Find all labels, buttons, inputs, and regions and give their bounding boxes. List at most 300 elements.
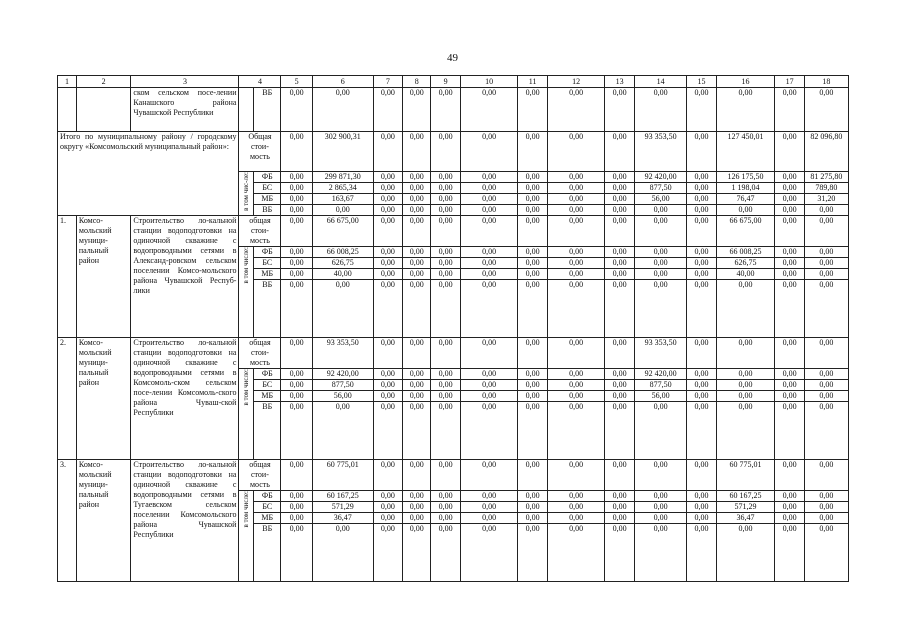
value-cell: 0,00: [312, 402, 373, 460]
value-cell: 0,00: [634, 269, 686, 280]
value-cell: 93 353,50: [634, 132, 686, 172]
value-cell: 0,00: [687, 172, 716, 183]
col-num: 12: [547, 76, 605, 88]
value-cell: 0,00: [460, 402, 518, 460]
value-cell: 0,00: [547, 369, 605, 380]
value-cell: 0,00: [403, 524, 431, 582]
value-cell: 0,00: [605, 338, 634, 369]
value-cell: 0,00: [431, 460, 460, 491]
value-cell: 0,00: [687, 269, 716, 280]
value-cell: 0,00: [460, 269, 518, 280]
project-text: ском сельском посе-лении Канашского района Чувашской Республики: [131, 88, 239, 132]
value-cell: 0,00: [281, 247, 312, 258]
value-cell: 0,00: [605, 402, 634, 460]
value-cell: 0,00: [775, 88, 804, 132]
value-cell: 0,00: [312, 88, 373, 132]
value-cell: 0,00: [804, 280, 848, 338]
project-total-row: [58, 460, 849, 491]
value-cell: 0,00: [775, 380, 804, 391]
value-cell: 0,00: [460, 369, 518, 380]
value-cell: 0,00: [687, 183, 716, 194]
value-cell: 0,00: [373, 194, 402, 205]
value-cell: 0,00: [605, 280, 634, 338]
value-cell: 0,00: [804, 338, 848, 369]
value-cell: 0,00: [716, 380, 775, 391]
value-cell: 0,00: [547, 269, 605, 280]
value-cell: 0,00: [373, 491, 402, 502]
value-cell: 0,00: [431, 513, 460, 524]
value-cell: 0,00: [281, 258, 312, 269]
fund-label: ВБ: [254, 88, 281, 132]
value-cell: 0,00: [547, 216, 605, 247]
cost-label: общая стои-мость: [239, 216, 281, 247]
project-text: Строительство ло-кальной станции водоподготовки на одиночной скважине с водопроводными сетями в Комсомоль-ском сельском посе-лении Комсомоль-ского района Чуваш-ской Республики: [131, 338, 239, 460]
value-cell: 0,00: [605, 183, 634, 194]
value-cell: 0,00: [605, 258, 634, 269]
value-cell: 0,00: [634, 88, 686, 132]
page-number: 49: [447, 52, 458, 64]
district-name: Комсо-мольский муници-пальный район: [76, 460, 131, 582]
row-number: 2.: [58, 338, 77, 460]
value-cell: 0,00: [605, 380, 634, 391]
value-cell: 0,00: [431, 491, 460, 502]
fund-label: ВБ: [254, 280, 281, 338]
fund-label: ВБ: [254, 205, 281, 216]
value-cell: 0,00: [775, 132, 804, 172]
value-cell: 163,67: [312, 194, 373, 205]
value-cell: 0,00: [634, 258, 686, 269]
value-cell: 0,00: [373, 216, 402, 247]
value-cell: 0,00: [518, 183, 547, 194]
value-cell: 0,00: [518, 88, 547, 132]
value-cell: 0,00: [687, 491, 716, 502]
value-cell: 0,00: [281, 172, 312, 183]
cost-label: общая стои-мость: [239, 460, 281, 491]
value-cell: 76,47: [716, 194, 775, 205]
value-cell: 571,29: [716, 502, 775, 513]
value-cell: 0,00: [312, 524, 373, 582]
value-cell: 0,00: [518, 280, 547, 338]
value-cell: 302 900,31: [312, 132, 373, 172]
value-cell: 789,80: [804, 183, 848, 194]
value-cell: 0,00: [634, 280, 686, 338]
value-cell: 0,00: [518, 194, 547, 205]
value-cell: 0,00: [547, 132, 605, 172]
value-cell: 0,00: [687, 502, 716, 513]
fund-label: МБ: [254, 269, 281, 280]
value-cell: 0,00: [403, 194, 431, 205]
value-cell: 0,00: [373, 172, 402, 183]
value-cell: 0,00: [281, 391, 312, 402]
project-block: [58, 216, 849, 338]
value-cell: 0,00: [547, 380, 605, 391]
value-cell: 0,00: [281, 524, 312, 582]
value-cell: 0,00: [460, 172, 518, 183]
col-num: 11: [518, 76, 547, 88]
value-cell: 40,00: [312, 269, 373, 280]
value-cell: 0,00: [775, 513, 804, 524]
value-cell: 0,00: [804, 269, 848, 280]
value-cell: 0,00: [281, 380, 312, 391]
value-cell: 0,00: [518, 502, 547, 513]
value-cell: 0,00: [373, 402, 402, 460]
value-cell: 0,00: [775, 502, 804, 513]
value-cell: 0,00: [605, 513, 634, 524]
value-cell: 0,00: [605, 205, 634, 216]
value-cell: 0,00: [431, 280, 460, 338]
value-cell: 0,00: [775, 183, 804, 194]
value-cell: 0,00: [775, 205, 804, 216]
value-cell: 0,00: [518, 338, 547, 369]
row-number: 1.: [58, 216, 77, 338]
fund-label: ВБ: [254, 402, 281, 460]
value-cell: 0,00: [547, 338, 605, 369]
value-cell: 93 353,50: [312, 338, 373, 369]
value-cell: 0,00: [403, 502, 431, 513]
value-cell: 0,00: [281, 369, 312, 380]
fund-label: МБ: [254, 194, 281, 205]
value-cell: 2 865,34: [312, 183, 373, 194]
value-cell: 0,00: [687, 391, 716, 402]
fund-label: МБ: [254, 513, 281, 524]
value-cell: 0,00: [518, 258, 547, 269]
value-cell: 127 450,01: [716, 132, 775, 172]
value-cell: 0,00: [605, 460, 634, 491]
value-cell: 0,00: [460, 338, 518, 369]
col-num: 5: [281, 76, 312, 88]
value-cell: 0,00: [547, 205, 605, 216]
value-cell: 0,00: [804, 247, 848, 258]
value-cell: 0,00: [373, 247, 402, 258]
value-cell: 0,00: [687, 132, 716, 172]
value-cell: 0,00: [605, 491, 634, 502]
value-cell: 877,50: [634, 183, 686, 194]
col-num: 16: [716, 76, 775, 88]
value-cell: 0,00: [518, 132, 547, 172]
value-cell: 0,00: [605, 247, 634, 258]
value-cell: 0,00: [373, 513, 402, 524]
col-num: 4: [239, 76, 281, 88]
value-cell: 0,00: [431, 132, 460, 172]
value-cell: 0,00: [634, 502, 686, 513]
value-cell: 66 675,00: [312, 216, 373, 247]
value-cell: 0,00: [547, 391, 605, 402]
value-cell: 60 167,25: [312, 491, 373, 502]
value-cell: 0,00: [804, 216, 848, 247]
value-cell: 0,00: [403, 460, 431, 491]
value-cell: 0,00: [687, 194, 716, 205]
value-cell: 0,00: [775, 194, 804, 205]
value-cell: 0,00: [775, 391, 804, 402]
value-cell: 0,00: [281, 491, 312, 502]
fund-label: ВБ: [254, 524, 281, 582]
value-cell: 0,00: [634, 205, 686, 216]
value-cell: 0,00: [547, 247, 605, 258]
value-cell: 0,00: [605, 369, 634, 380]
value-cell: 0,00: [804, 491, 848, 502]
value-cell: 0,00: [403, 513, 431, 524]
value-cell: 0,00: [460, 380, 518, 391]
value-cell: 0,00: [634, 524, 686, 582]
value-cell: 0,00: [687, 216, 716, 247]
value-cell: 0,00: [373, 369, 402, 380]
value-cell: 0,00: [403, 280, 431, 338]
value-cell: 0,00: [605, 194, 634, 205]
value-cell: 0,00: [605, 216, 634, 247]
value-cell: 0,00: [687, 205, 716, 216]
including-label: в том числе:: [239, 491, 254, 582]
value-cell: 0,00: [373, 280, 402, 338]
district-name: Комсо-мольский муници-пальный район: [76, 338, 131, 460]
value-cell: 0,00: [373, 380, 402, 391]
value-cell: 0,00: [431, 194, 460, 205]
value-cell: 0,00: [687, 380, 716, 391]
value-cell: 0,00: [518, 513, 547, 524]
value-cell: 0,00: [687, 369, 716, 380]
column-number-row: [58, 76, 849, 88]
value-cell: 0,00: [460, 491, 518, 502]
value-cell: 0,00: [403, 132, 431, 172]
value-cell: 0,00: [460, 524, 518, 582]
value-cell: 0,00: [373, 258, 402, 269]
value-cell: 0,00: [281, 338, 312, 369]
col-num: 13: [605, 76, 634, 88]
col-num: 18: [804, 76, 848, 88]
value-cell: 0,00: [518, 460, 547, 491]
fund-label: БС: [254, 183, 281, 194]
total-label: Итого по муниципальному району / городскому округу «Комсомольский муниципальный район»:: [58, 132, 239, 216]
cost-label: Общая стои-мость: [239, 132, 281, 172]
value-cell: 0,00: [460, 194, 518, 205]
value-cell: 1 198,04: [716, 183, 775, 194]
value-cell: 0,00: [687, 280, 716, 338]
value-cell: 0,00: [373, 460, 402, 491]
value-cell: 0,00: [281, 183, 312, 194]
value-cell: 0,00: [775, 216, 804, 247]
fund-label: БС: [254, 380, 281, 391]
col-num: 15: [687, 76, 716, 88]
value-cell: 0,00: [281, 280, 312, 338]
value-cell: 0,00: [804, 524, 848, 582]
col-num: 9: [431, 76, 460, 88]
value-cell: 36,47: [312, 513, 373, 524]
value-cell: 0,00: [460, 88, 518, 132]
value-cell: 299 871,30: [312, 172, 373, 183]
value-cell: 0,00: [518, 380, 547, 391]
value-cell: 0,00: [403, 258, 431, 269]
fund-label: ФБ: [254, 172, 281, 183]
value-cell: 0,00: [687, 460, 716, 491]
value-cell: 0,00: [605, 172, 634, 183]
value-cell: 0,00: [547, 460, 605, 491]
value-cell: 0,00: [804, 460, 848, 491]
value-cell: 0,00: [403, 247, 431, 258]
value-cell: 0,00: [312, 205, 373, 216]
value-cell: 0,00: [716, 524, 775, 582]
value-cell: 56,00: [634, 194, 686, 205]
value-cell: 0,00: [460, 216, 518, 247]
value-cell: 0,00: [403, 338, 431, 369]
district-name: Комсо-мольский муници-пальный район: [76, 216, 131, 338]
value-cell: 0,00: [373, 132, 402, 172]
value-cell: 877,50: [634, 380, 686, 391]
value-cell: 0,00: [518, 391, 547, 402]
col-num: 10: [460, 76, 518, 88]
value-cell: 0,00: [373, 391, 402, 402]
value-cell: 92 420,00: [634, 369, 686, 380]
value-cell: 0,00: [716, 338, 775, 369]
value-cell: 0,00: [804, 205, 848, 216]
value-cell: 0,00: [281, 132, 312, 172]
fund-label: ФБ: [254, 247, 281, 258]
value-cell: 0,00: [403, 380, 431, 391]
project-block: [58, 460, 849, 582]
value-cell: 0,00: [518, 216, 547, 247]
value-cell: 0,00: [775, 280, 804, 338]
value-cell: 0,00: [431, 380, 460, 391]
value-cell: 0,00: [775, 402, 804, 460]
value-cell: 0,00: [460, 205, 518, 216]
value-cell: 0,00: [605, 132, 634, 172]
value-cell: 0,00: [687, 513, 716, 524]
value-cell: 0,00: [605, 502, 634, 513]
value-cell: 0,00: [804, 258, 848, 269]
value-cell: 0,00: [518, 172, 547, 183]
value-cell: 0,00: [460, 258, 518, 269]
value-cell: 0,00: [431, 391, 460, 402]
funding-table: [57, 75, 849, 582]
fund-label: ФБ: [254, 369, 281, 380]
value-cell: 0,00: [431, 205, 460, 216]
value-cell: 0,00: [804, 88, 848, 132]
value-cell: 0,00: [605, 391, 634, 402]
value-cell: 0,00: [547, 524, 605, 582]
value-cell: 0,00: [373, 502, 402, 513]
value-cell: 0,00: [431, 402, 460, 460]
value-cell: 31,20: [804, 194, 848, 205]
value-cell: 0,00: [775, 524, 804, 582]
value-cell: 0,00: [403, 88, 431, 132]
value-cell: 0,00: [518, 491, 547, 502]
cost-label: общая стои-мость: [239, 338, 281, 369]
value-cell: 0,00: [687, 524, 716, 582]
value-cell: 0,00: [804, 502, 848, 513]
value-cell: 0,00: [804, 380, 848, 391]
value-cell: 0,00: [518, 269, 547, 280]
value-cell: 0,00: [634, 402, 686, 460]
project-total-row: [58, 216, 849, 247]
value-cell: 0,00: [804, 513, 848, 524]
value-cell: 0,00: [547, 172, 605, 183]
value-cell: 56,00: [312, 391, 373, 402]
value-cell: 0,00: [431, 269, 460, 280]
value-cell: 0,00: [281, 402, 312, 460]
value-cell: 0,00: [687, 88, 716, 132]
col-num: 1: [58, 76, 77, 88]
fund-label: ФБ: [254, 491, 281, 502]
value-cell: 0,00: [431, 172, 460, 183]
value-cell: 0,00: [547, 258, 605, 269]
value-cell: 0,00: [634, 460, 686, 491]
value-cell: 626,75: [716, 258, 775, 269]
fund-label: БС: [254, 502, 281, 513]
col-num: 17: [775, 76, 804, 88]
value-cell: 0,00: [431, 524, 460, 582]
value-cell: 0,00: [403, 172, 431, 183]
value-cell: 0,00: [403, 183, 431, 194]
value-cell: 92 420,00: [312, 369, 373, 380]
value-cell: 0,00: [775, 338, 804, 369]
value-cell: 0,00: [687, 402, 716, 460]
value-cell: 0,00: [804, 391, 848, 402]
value-cell: 0,00: [775, 258, 804, 269]
value-cell: 0,00: [547, 402, 605, 460]
col-num: 3: [131, 76, 239, 88]
value-cell: 0,00: [460, 391, 518, 402]
value-cell: 0,00: [431, 247, 460, 258]
value-cell: 0,00: [518, 247, 547, 258]
value-cell: 0,00: [403, 491, 431, 502]
value-cell: 0,00: [716, 205, 775, 216]
value-cell: 877,50: [312, 380, 373, 391]
value-cell: 0,00: [373, 338, 402, 369]
value-cell: 0,00: [547, 194, 605, 205]
value-cell: 126 175,50: [716, 172, 775, 183]
value-cell: 0,00: [281, 205, 312, 216]
value-cell: 81 275,80: [804, 172, 848, 183]
project-total-row: [58, 338, 849, 369]
value-cell: 0,00: [460, 183, 518, 194]
value-cell: 66 008,25: [716, 247, 775, 258]
value-cell: 0,00: [716, 402, 775, 460]
value-cell: 0,00: [460, 132, 518, 172]
fund-label: МБ: [254, 391, 281, 402]
value-cell: 0,00: [460, 502, 518, 513]
value-cell: 40,00: [716, 269, 775, 280]
value-cell: 0,00: [403, 402, 431, 460]
value-cell: 571,29: [312, 502, 373, 513]
project-block: [58, 338, 849, 460]
value-cell: 56,00: [634, 391, 686, 402]
col-num: 8: [403, 76, 431, 88]
value-cell: 0,00: [547, 491, 605, 502]
value-cell: 60 775,01: [312, 460, 373, 491]
project-text: Строительство ло-кальной станции водоподготовки на одиночной скважине с водопроводными сетями в Александ-ровском сельском поселении Комсо-мольского района Чувашской Респуб-лики: [131, 216, 239, 338]
value-cell: 0,00: [431, 258, 460, 269]
value-cell: 82 096,80: [804, 132, 848, 172]
value-cell: 0,00: [634, 513, 686, 524]
value-cell: 66 675,00: [716, 216, 775, 247]
value-cell: 0,00: [281, 502, 312, 513]
value-cell: 0,00: [605, 269, 634, 280]
value-cell: 0,00: [634, 491, 686, 502]
total-row: [58, 132, 849, 172]
value-cell: 0,00: [547, 280, 605, 338]
value-cell: 0,00: [403, 391, 431, 402]
value-cell: 0,00: [403, 269, 431, 280]
value-cell: 0,00: [716, 369, 775, 380]
value-cell: 0,00: [373, 88, 402, 132]
col-num: 2: [76, 76, 131, 88]
value-cell: 0,00: [716, 391, 775, 402]
value-cell: 0,00: [431, 369, 460, 380]
value-cell: 0,00: [460, 513, 518, 524]
including-label: в том числе:: [239, 369, 254, 460]
value-cell: 0,00: [804, 369, 848, 380]
value-cell: 0,00: [775, 172, 804, 183]
value-cell: 36,47: [716, 513, 775, 524]
value-cell: 0,00: [518, 369, 547, 380]
